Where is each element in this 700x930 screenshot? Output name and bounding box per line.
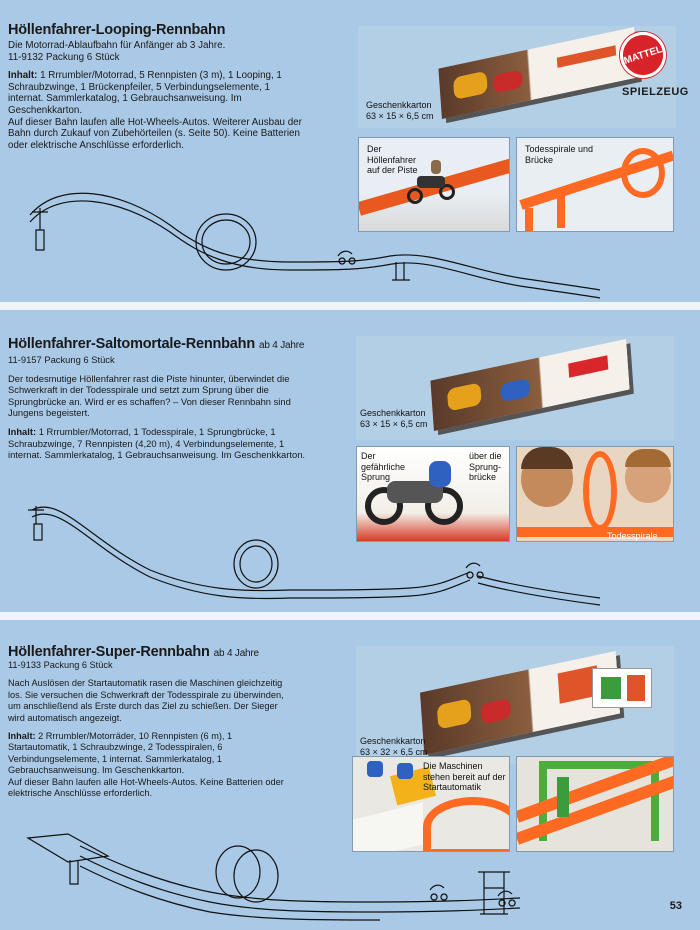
rider <box>430 885 447 900</box>
track-rail <box>80 856 520 912</box>
start-automatic <box>28 834 108 862</box>
subtitle: Die Motorrad-Ablaufbahn für Anfänger ab 3 Jahre. <box>8 40 226 51</box>
extra-paragraph: Auf dieser Bahn laufen alle Hot-Wheels-Autos. Keine Batterien oder elektrische Anschlüsse erforderlich. <box>8 776 284 799</box>
section-super <box>0 620 700 930</box>
body-paragraph: Der todesmutige Höllenfahrer rast die Piste hinunter, überwindet die Schwerkraft in der Todesspirale und setzt zum Sprung über die Sprungbrücke an. Wird er es schaffen? – Von dieser Rennbahn sind Jungens begeistert. <box>8 372 291 419</box>
spielzeug-label: SPIELZEUG <box>622 86 689 98</box>
page-number: 53 <box>669 900 682 912</box>
section-saltomortale <box>0 310 700 610</box>
divider <box>0 612 700 620</box>
loop <box>240 546 272 582</box>
caption-line-1: Geschenkkarton <box>360 736 426 746</box>
caption-line-2: 63 × 32 × 6,5 cm <box>360 746 428 757</box>
track-rail <box>32 514 470 599</box>
title-text: Höllenfahrer-Saltomortale-Rennbahn <box>8 336 255 352</box>
section-looping <box>0 0 700 300</box>
track-diagram <box>0 310 700 610</box>
body-paragraph: Nach Auslösen der Startautomatik rasen die Maschinen gleichzeitig los. Sie versuchen die Schwerkraft der Todesspirale zu überwinden, um anschließend als Erste durch das Ziel zu schießen. Der Sieger wird automatisch angezeigt. <box>8 678 284 723</box>
photo-caption: Die Maschinen stehen bereit auf der Startautomatik <box>423 761 506 792</box>
article-number: 11-9133 Packung 6 Stück <box>8 660 113 670</box>
finish-gate <box>478 872 510 914</box>
photo-caption: Der Höllenfahrer auf der Piste <box>367 144 418 175</box>
track-rail <box>30 201 600 298</box>
track-diagram <box>0 620 700 930</box>
extra-paragraph: Auf dieser Bahn laufen alle Hot-Wheels-Autos. Weiterer Ausbau der Bahn durch Zukauf von Zubehörteilen (s. Seite 50). Keine Batterien oder elektrische Anschlüsse erforderlich. <box>8 116 302 151</box>
track-rail <box>30 193 600 290</box>
inhalt-text: 1 Rrrumbler/Motorrad, 1 Todesspirale, 1 Sprungbrücke, 1 Schraubzwinge, 7 Rennpisten (4,20 m), 4 Verbindungselemente, 1 internat. Sammlerkatalog, 1 Gebrauchsanweisung. Im Geschenkkarton. <box>8 425 306 461</box>
clamp <box>32 208 48 250</box>
inhalt-text: 2 Rrrumbler/Motorräder, 10 Rennpisten (6 m), 1 Startautomatik, 1 Schraubzwinge, 2 Todesspiralen, 6 Verbindungselemente, 1 internat. Sammlerkatalog, 1 Gebrauchsanweisung. Im Geschenkkarton. <box>8 731 233 776</box>
age-label: ab 4 Jahre <box>258 340 305 351</box>
divider <box>0 302 700 310</box>
caption-line-1: Geschenkkarton <box>360 408 426 418</box>
track-diagram <box>0 0 700 300</box>
clamp <box>70 860 78 884</box>
photo-caption: Todesspirale <box>607 531 658 541</box>
bridge-pillar <box>392 262 410 280</box>
caption-line-1: Geschenkkarton <box>366 100 432 110</box>
caption-line-2: 63 × 15 × 6,5 cm <box>366 110 434 121</box>
photo-caption-2: über die Sprung-brücke <box>469 451 502 482</box>
caption-line-2: 63 × 15 × 6,5 cm <box>360 418 428 429</box>
logo-text: MATTEL <box>622 43 664 67</box>
age-label: ab 4 Jahre <box>213 648 259 659</box>
loop <box>202 220 250 264</box>
photo-caption: Der gefährliche Sprung <box>361 451 406 482</box>
inhalt-label: Inhalt: <box>8 425 37 437</box>
inhalt-text: 1 Rrrumbler/Motorrad, 5 Rennpisten (3 m), 1 Looping, 1 Schraubzwinge, 1 Brückenpfeiler, 5 Verbindungselemente, 1 internat. Sammlerkatalog, 1 Gebrauchsanweisung. Im Geschenkkarton. <box>8 70 282 116</box>
track-rail <box>32 507 470 591</box>
article-number: 11-9132 Packung 6 Stück <box>8 51 120 63</box>
rider <box>466 563 483 578</box>
clamp <box>28 506 44 540</box>
article-number: 11-9157 Packung 6 Stück <box>8 354 115 365</box>
inhalt-label: Inhalt: <box>8 731 36 742</box>
title-text: Höllenfahrer-Super-Rennbahn <box>8 644 210 660</box>
inhalt-label: Inhalt: <box>8 70 38 82</box>
title-text: Höllenfahrer-Looping-Rennbahn <box>8 22 226 38</box>
photo-caption: Todesspirale und Brücke <box>525 144 594 165</box>
track-rail <box>478 583 600 605</box>
